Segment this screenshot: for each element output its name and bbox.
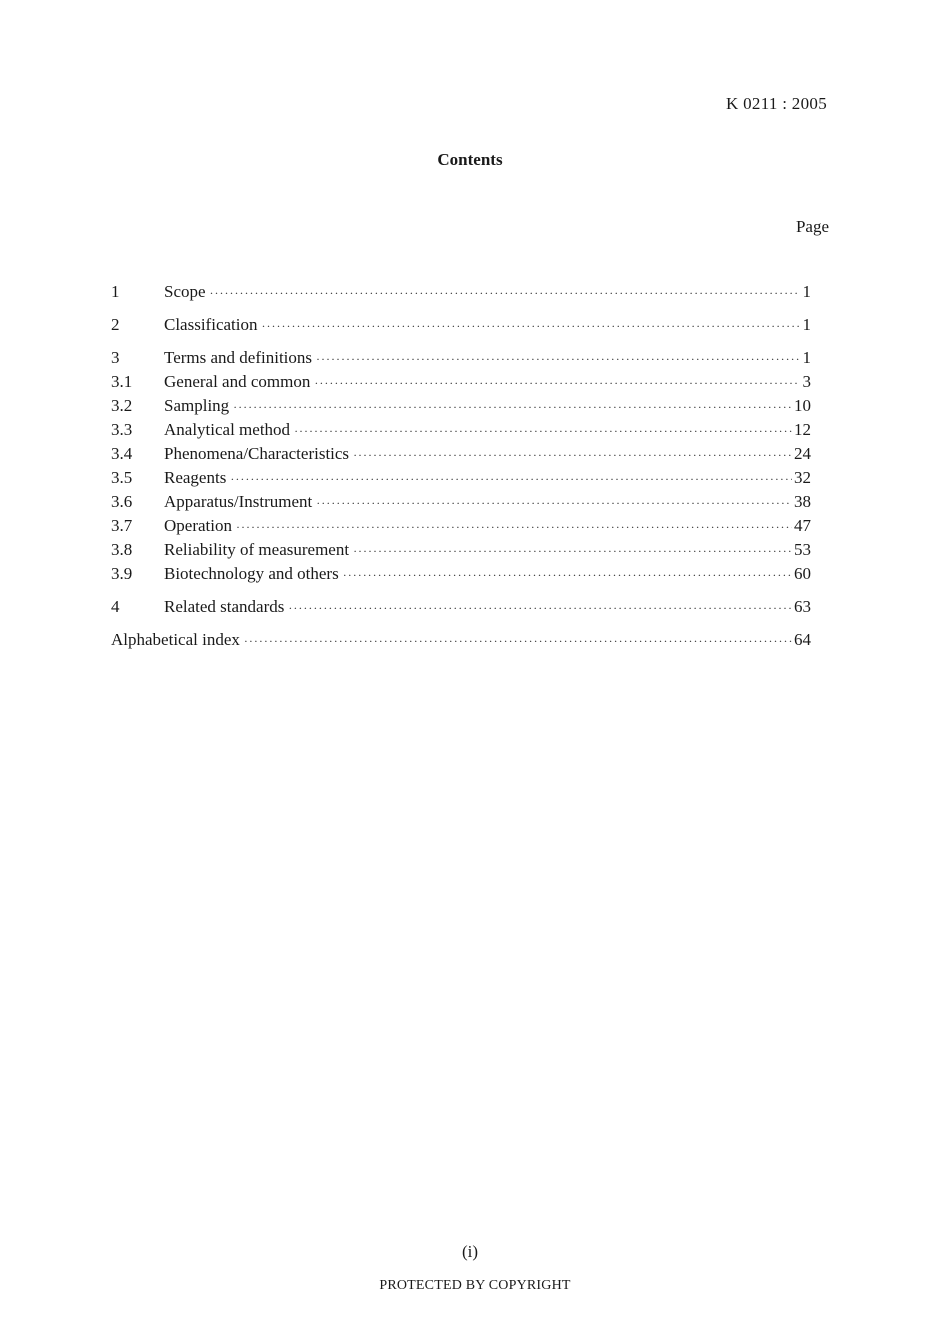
- toc-entry-number: 3.3: [111, 420, 133, 439]
- toc-entry-page: 24: [794, 444, 811, 463]
- toc-entry-apparatus-instrument[interactable]: [111, 490, 811, 514]
- toc-entry-page: 1: [802, 348, 811, 367]
- toc-entry-number: 1: [111, 282, 120, 301]
- page-column-label: Page: [795, 217, 829, 236]
- dot-leader: [353, 443, 792, 467]
- toc-entry-label: Reliability of measurement: [164, 540, 350, 559]
- toc-entry-label: Related standards: [164, 597, 285, 616]
- toc-entry-number: 3.2: [111, 396, 133, 415]
- toc-entry-number: 3: [111, 348, 120, 367]
- toc-entry-page: 53: [794, 540, 811, 559]
- dot-leader: [314, 371, 799, 395]
- toc-entry-reliability-of-measurement[interactable]: [111, 538, 811, 562]
- toc-entry-analytical-method[interactable]: [111, 418, 811, 442]
- toc-entry-page: 10: [794, 396, 811, 415]
- page-title: Contents: [437, 150, 503, 169]
- dot-leader: [316, 491, 792, 515]
- toc-entry-label: Terms and definitions: [164, 348, 313, 367]
- toc-entry-page: 63: [794, 597, 811, 616]
- toc-entry-number: 3.8: [111, 540, 133, 559]
- table-of-contents: [111, 280, 811, 652]
- toc-entry-related-standards[interactable]: [111, 595, 811, 619]
- toc-entry-terms-and-definitions[interactable]: [111, 346, 811, 370]
- document-code: K 0211 : 2005: [725, 94, 827, 113]
- page-folio: (i): [461, 1242, 479, 1261]
- dot-leader: [236, 515, 792, 539]
- toc-entry-page: 3: [802, 372, 811, 391]
- toc-entry-biotechnology-and-others[interactable]: [111, 562, 811, 586]
- dot-leader: [244, 629, 792, 653]
- toc-entry-number: 3.5: [111, 468, 133, 487]
- toc-entry-classification[interactable]: [111, 313, 811, 337]
- toc-entry-page: 64: [794, 630, 811, 649]
- toc-entry-page: 1: [802, 315, 811, 334]
- toc-entry-scope[interactable]: [111, 280, 811, 304]
- toc-entry-page: 60: [794, 564, 811, 583]
- toc-entry-label: Biotechnology and others: [164, 564, 339, 583]
- dot-leader: [230, 467, 792, 491]
- toc-entry-label: Reagents: [164, 468, 227, 487]
- toc-entry-number: 2: [111, 315, 120, 334]
- toc-entry-phenomena-characteristics[interactable]: [111, 442, 811, 466]
- toc-entry-sampling[interactable]: [111, 394, 811, 418]
- dot-leader: [294, 419, 792, 443]
- toc-entry-number: 3.9: [111, 564, 133, 583]
- toc-entry-label: Alphabetical index: [111, 630, 240, 649]
- toc-entry-page: 47: [794, 516, 811, 535]
- toc-entry-label: General and common: [164, 372, 311, 391]
- dot-leader: [288, 596, 792, 620]
- dot-leader: [261, 314, 799, 338]
- toc-entry-label: Classification: [164, 315, 258, 334]
- toc-entry-page: 38: [794, 492, 811, 511]
- toc-entry-page: 1: [802, 282, 811, 301]
- dot-leader: [316, 347, 799, 371]
- toc-entry-number: 3.1: [111, 372, 133, 391]
- toc-entry-operation[interactable]: [111, 514, 811, 538]
- toc-entry-number: 3.4: [111, 444, 133, 463]
- toc-entry-number: 3.7: [111, 516, 133, 535]
- toc-entry-label: Sampling: [164, 396, 230, 415]
- dot-leader: [210, 281, 799, 305]
- toc-entry-label: Scope: [164, 282, 206, 301]
- toc-entry-label: Apparatus/Instrument: [164, 492, 313, 511]
- dot-leader: [353, 539, 792, 563]
- toc-entry-general-and-common[interactable]: [111, 370, 811, 394]
- toc-entry-label: Operation: [164, 516, 232, 535]
- toc-entry-label: Analytical method: [164, 420, 291, 439]
- toc-entry-number: 4: [111, 597, 120, 616]
- toc-entry-alphabetical-index[interactable]: [111, 628, 811, 652]
- toc-entry-number: 3.6: [111, 492, 133, 511]
- toc-entry-reagents[interactable]: [111, 466, 811, 490]
- toc-entry-label: Phenomena/Characteristics: [164, 444, 350, 463]
- dot-leader: [233, 395, 792, 419]
- dot-leader: [343, 563, 792, 587]
- toc-entry-page: 12: [794, 420, 811, 439]
- copyright-notice: PROTECTED BY COPYRIGHT: [379, 1278, 571, 1293]
- toc-entry-page: 32: [794, 468, 811, 487]
